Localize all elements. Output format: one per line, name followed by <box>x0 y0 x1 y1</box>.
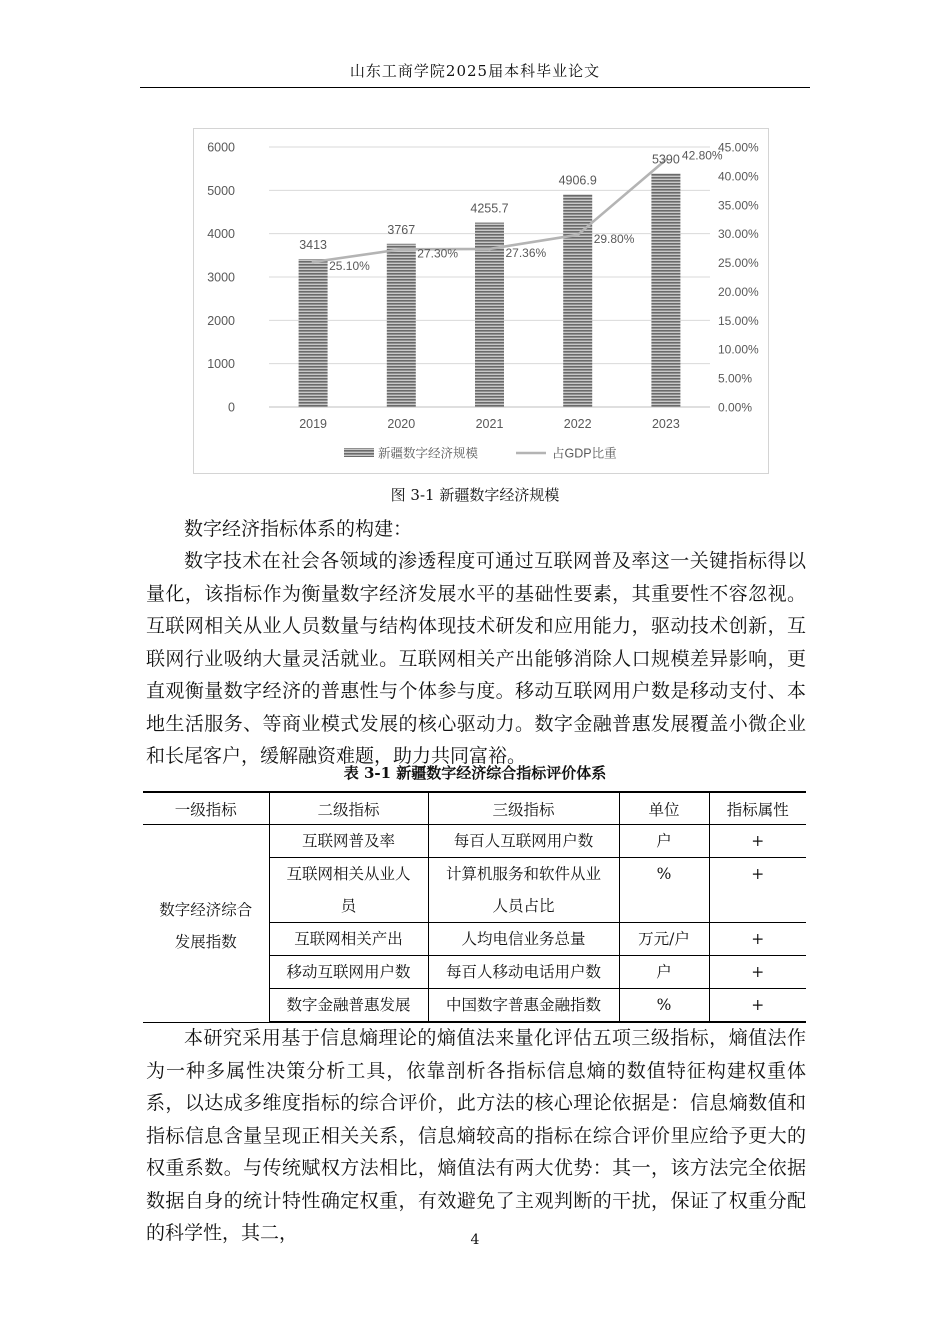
right-axis-tick-label: 35.00% <box>718 198 759 213</box>
line-data-label: 42.80% <box>681 148 723 163</box>
right-axis-tick-label: 30.00% <box>718 227 759 242</box>
line-data-label: 29.80% <box>593 231 635 246</box>
bar <box>299 259 328 407</box>
unit-cell: 户 <box>619 956 709 989</box>
x-axis-tick-label: 2022 <box>563 417 592 431</box>
right-axis-tick-label: 15.00% <box>718 313 759 328</box>
attribute-cell: + <box>709 825 806 858</box>
header-second-level: 二级指标 <box>269 792 428 825</box>
bar-data-label: 4255.7 <box>470 201 509 216</box>
line-data-label: 27.36% <box>505 245 547 260</box>
chart-svg <box>194 129 768 473</box>
line-point <box>576 233 579 236</box>
bar-data-label: 3767 <box>387 222 416 237</box>
line-data-label: 27.30% <box>417 246 459 261</box>
x-axis-tick-label: 2021 <box>475 417 504 431</box>
left-axis-tick-label: 3000 <box>207 270 235 285</box>
attribute-cell: + <box>709 956 806 989</box>
unit-cell: % <box>619 858 709 923</box>
right-axis-tick-label: 40.00% <box>718 169 759 184</box>
line-point <box>488 247 491 250</box>
third-level-cell: 人均电信业务总量 <box>428 923 619 956</box>
legend-bar-swatch <box>344 448 374 457</box>
page-number: 4 <box>470 1232 480 1248</box>
header-unit: 单位 <box>619 792 709 825</box>
third-level-cell: 中国数字普惠金融指数 <box>428 989 619 1023</box>
bar <box>387 244 416 407</box>
paragraph-indicator-description: 数字技术在社会各领域的渗透程度可通过互联网普及率这一关键指标得以量化，该指标作为衡量数字经济发展水平的基础性要素，其重要性不容忽视。互联网相关从业人员数量与结构体现技术研发和应用能力，驱动技术创新，互联网行业吸纳大量灵活就业。互联网相关产出能够消除人口规模差异影响，更直观衡量数字经济的普惠性与个体参与度。移动互联网用户数是移动支付、本地生活服务、等商业模式发展的核心驱动力。数字金融普惠发展覆盖小微企业和长尾客户，缓解融资难题，助力共同富裕。 <box>146 550 806 767</box>
x-axis-tick-label: 2023 <box>651 417 680 431</box>
attribute-cell: + <box>709 989 806 1023</box>
left-axis-tick-label: 6000 <box>207 140 235 155</box>
third-level-cell: 每百人互联网用户数 <box>428 825 619 858</box>
header-first-level: 一级指标 <box>143 792 269 825</box>
section-heading: 数字经济指标体系的构建： <box>184 518 413 540</box>
right-axis-tick-label: 45.00% <box>718 140 759 155</box>
x-axis-tick-label: 2020 <box>387 417 416 431</box>
first-level-line2: 发展指数 <box>174 933 237 952</box>
line-point <box>312 260 315 263</box>
table-caption: 表 3-1 新疆数字经济综合指标评价体系 <box>343 764 607 782</box>
unit-cell: 户 <box>619 825 709 858</box>
left-axis-tick-label: 0 <box>228 400 235 415</box>
second-level-cell: 移动互联网用户数 <box>269 956 428 989</box>
figure-caption: 图 3-1 新疆数字经济规模 <box>390 486 560 504</box>
digital-economy-chart <box>193 128 769 474</box>
legend-bar-label: 新疆数字经济规模 <box>378 446 479 461</box>
x-axis-tick-label: 2019 <box>299 417 328 431</box>
right-axis-tick-label: 5.00% <box>718 371 753 386</box>
bar-data-label: 5390 <box>651 152 680 167</box>
first-level-line1: 数字经济综合 <box>159 901 253 920</box>
left-axis-tick-label: 4000 <box>207 227 235 242</box>
second-level-cell: 互联网相关从业人员 <box>269 858 428 923</box>
right-axis-tick-label: 10.00% <box>718 342 759 357</box>
bar <box>651 173 680 407</box>
left-axis-tick-label: 1000 <box>207 357 235 372</box>
third-level-cell: 计算机服务和软件从业人员占比 <box>428 858 619 923</box>
left-axis-tick-label: 5000 <box>207 183 235 198</box>
right-axis-tick-label: 0.00% <box>718 400 753 415</box>
header-attribute: 指标属性 <box>709 792 806 825</box>
second-level-cell: 互联网相关产出 <box>269 923 428 956</box>
bar-data-label: 4906.9 <box>558 173 597 188</box>
table-header-row <box>143 792 806 825</box>
unit-cell: % <box>619 989 709 1023</box>
bar-data-label: 3413 <box>299 238 328 253</box>
attribute-cell: + <box>709 923 806 956</box>
unit-cell: 万元/户 <box>619 923 709 956</box>
line-point <box>400 248 403 251</box>
third-level-cell: 每百人移动电话用户数 <box>428 956 619 989</box>
header-rule <box>140 87 810 88</box>
line-data-label: 25.10% <box>329 258 370 273</box>
indicator-table <box>143 791 806 1023</box>
right-axis-tick-label: 20.00% <box>718 284 759 299</box>
header-third-level: 三级指标 <box>428 792 619 825</box>
paragraph-entropy-method: 本研究采用基于信息熵理论的熵值法来量化评估五项三级指标，熵值法作为一种多属性决策分析工具，依靠剖析各指标信息熵的数值特征构建权重体系，以达成多维度指标的综合评价，此方法的核心理论依据是：信息熵数值和指标信息含量呈现正相关关系，信息熵较高的指标在综合评价里应给予更大的权重系数。与传统赋权方法相比，熵值法有两大优势：其一，该方法完全依据数据自身的统计特性确定权重，有效避免了主观判断的干扰，保证了权重分配的科学性，其二， <box>146 1027 806 1244</box>
first-level-cell <box>143 825 269 1023</box>
second-level-cell: 数字金融普惠发展 <box>269 989 428 1023</box>
running-header: 山东工商学院2025届本科毕业论文 <box>349 62 601 80</box>
table-row <box>143 825 806 858</box>
second-level-cell: 互联网普及率 <box>269 825 428 858</box>
left-axis-tick-label: 2000 <box>207 313 235 328</box>
legend-line-label: 占GDP比重 <box>552 446 617 461</box>
attribute-cell: + <box>709 858 806 923</box>
right-axis-tick-label: 25.00% <box>718 256 759 271</box>
